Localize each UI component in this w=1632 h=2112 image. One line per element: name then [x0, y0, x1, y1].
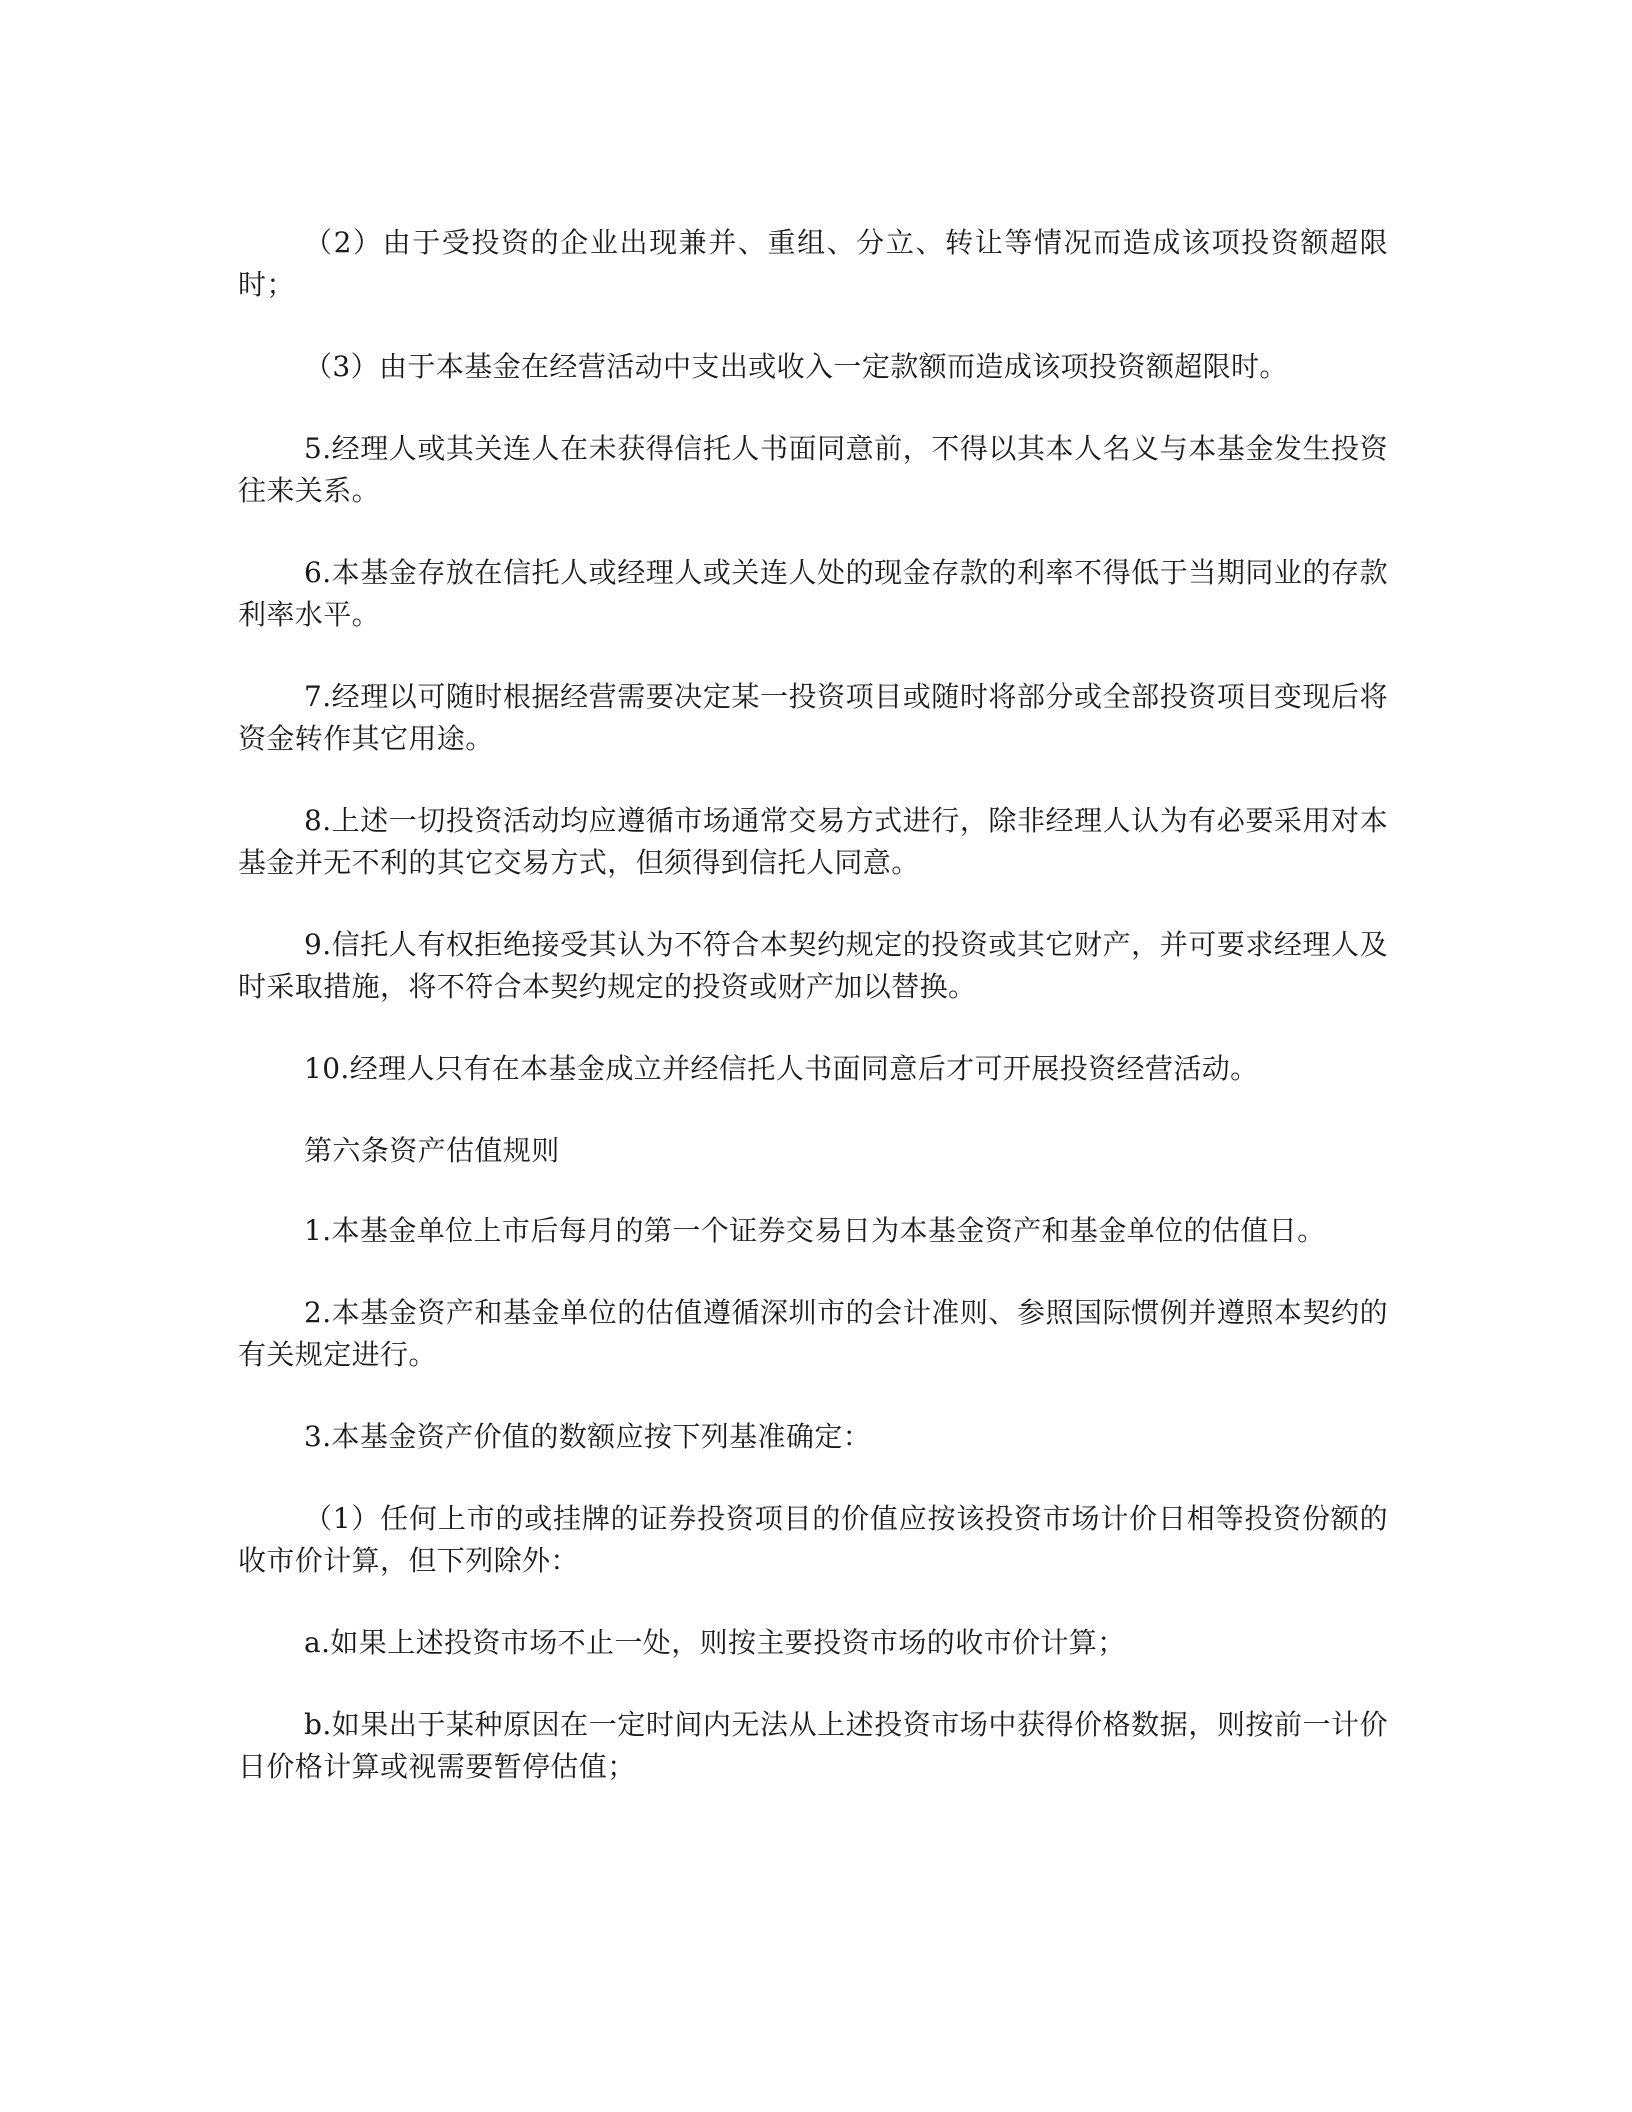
clause-4-3-paragraph: （3）由于本基金在经营活动中支出或收入一定款额而造成该项投资额超限时。	[304, 350, 1288, 383]
valuation-clause-3-paragraph: 3.本基金资产价值的数额应按下列基准确定：	[304, 1420, 872, 1453]
clause-10-paragraph: 10.经理人只有在本基金成立并经信托人书面同意后才可开展投资经营活动。	[304, 1052, 1259, 1085]
valuation-clause-2-paragraph: 2.本基金资产和基金单位的估值遵循深圳市的会计准则、参照国际惯例并遵照本契约的有关规定进行。	[238, 1296, 1388, 1371]
valuation-clause-3-1-paragraph: （1）任何上市的或挂牌的证券投资项目的价值应按该投资市场计价日相等投资份额的收市价计算，但下列除外：	[238, 1502, 1388, 1577]
clause-5-paragraph: 5.经理人或其关连人在未获得信托人书面同意前，不得以其本人名义与本基金发生投资往来关系。	[238, 432, 1388, 507]
valuation-clause-1-paragraph: 1.本基金单位上市后每月的第一个证券交易日为本基金资产和基金单位的估值日。	[304, 1214, 1326, 1247]
clause-9-paragraph: 9.信托人有权拒绝接受其认为不符合本契约规定的投资或其它财产，并可要求经理人及时采取措施，将不符合本契约规定的投资或财产加以替换。	[238, 928, 1388, 1003]
valuation-clause-a-paragraph: a.如果上述投资市场不止一处，则按主要投资市场的收市价计算；	[304, 1626, 1126, 1659]
clause-8-paragraph: 8.上述一切投资活动均应遵循市场通常交易方式进行，除非经理人认为有必要采用对本基金并无不利的其它交易方式，但须得到信托人同意。	[238, 804, 1388, 879]
clause-4-2-paragraph: （2）由于受投资的企业出现兼并、重组、分立、转让等情况而造成该项投资额超限时；	[238, 226, 1388, 301]
document-page	[238, 222, 1388, 1828]
clause-7-paragraph: 7.经理以可随时根据经营需要决定某一投资项目或随时将部分或全部投资项目变现后将资金转作其它用途。	[238, 680, 1388, 755]
article-6-heading: 第六条资产估值规则	[304, 1134, 560, 1167]
clause-6-paragraph: 6.本基金存放在信托人或经理人或关连人处的现金存款的利率不得低于当期同业的存款利率水平。	[238, 556, 1388, 631]
valuation-clause-b-paragraph: b.如果出于某种原因在一定时间内无法从上述投资市场中获得价格数据，则按前一计价日价格计算或视需要暂停估值；	[238, 1708, 1388, 1783]
